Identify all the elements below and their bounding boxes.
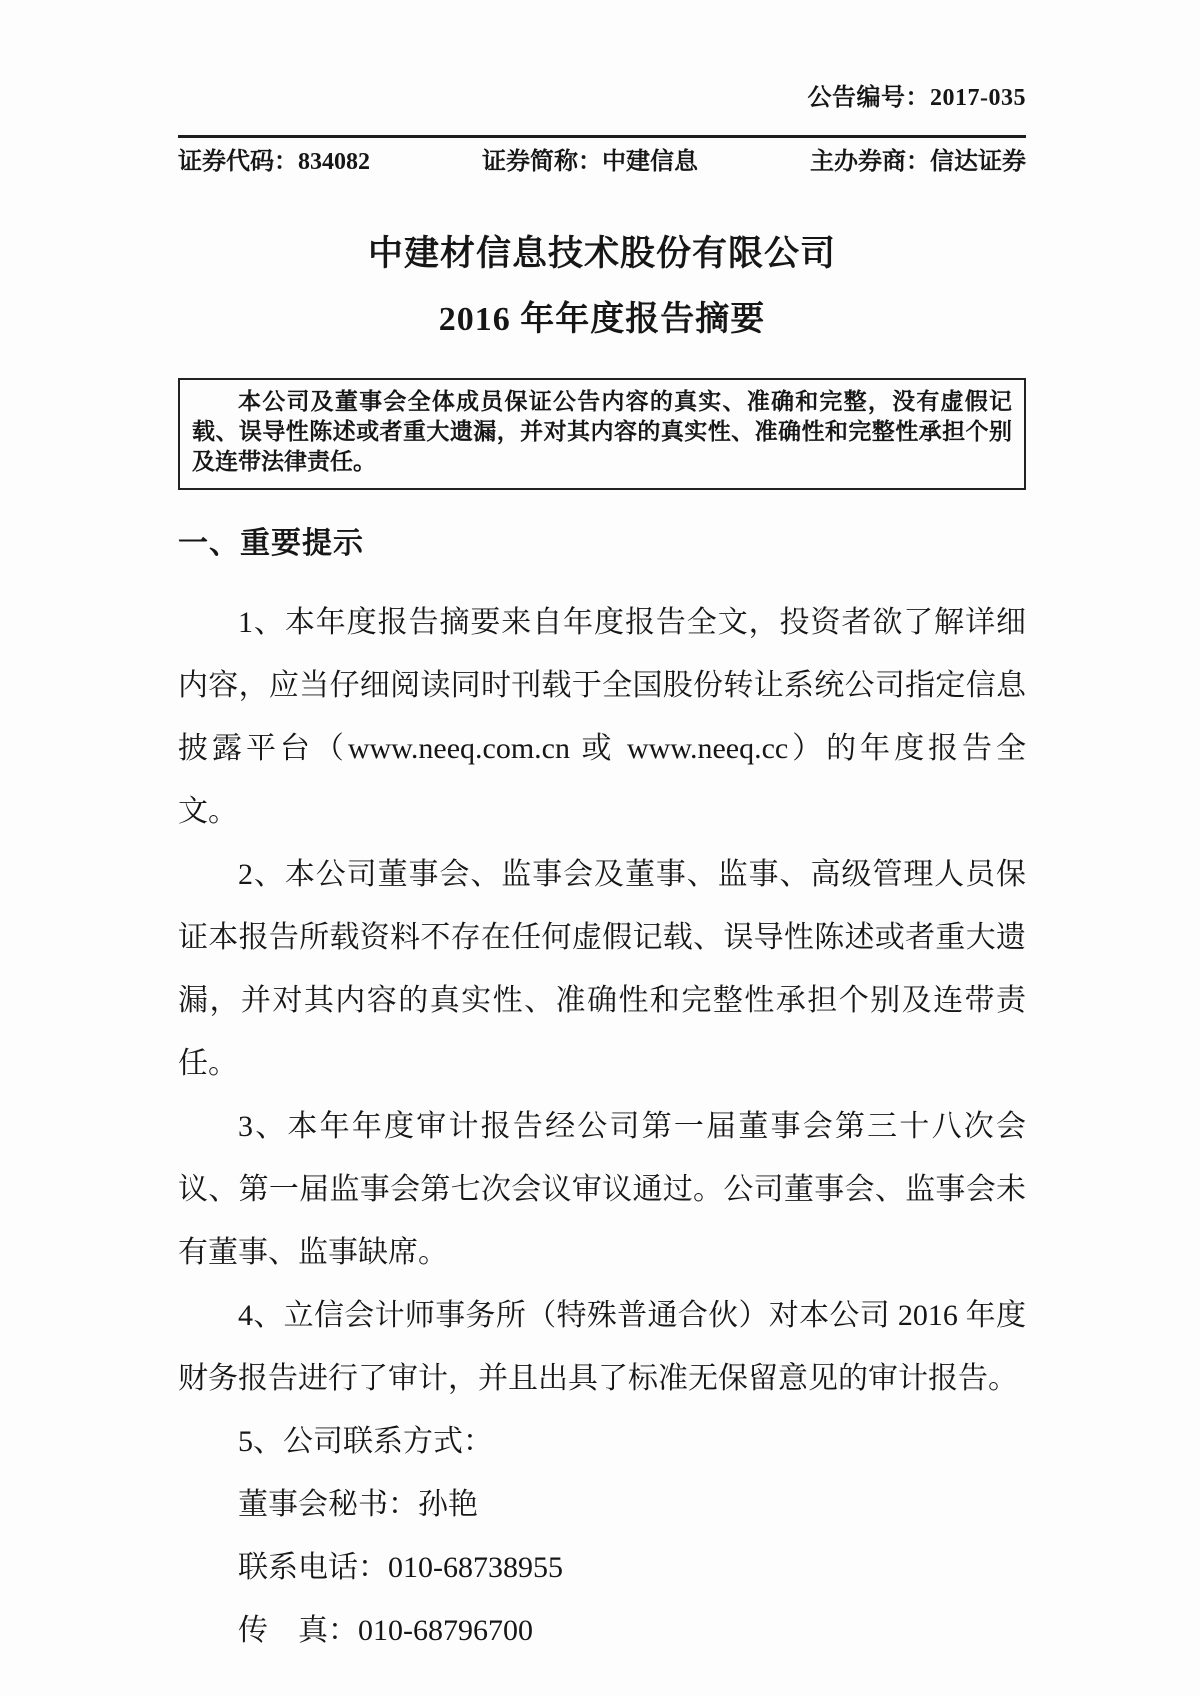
contact-board-secretary: 董事会秘书：孙艳 <box>238 1488 478 1521</box>
announcement-number: 公告编号：2017-035 <box>807 85 1026 111</box>
paragraph-1: 1、本年度报告摘要来自年度报告全文，投资者欲了解详细内容，应当仔细阅读同时刊载于全国股份转让系统公司指定信息披露平台（www.neeq.com.cn 或 www.neeq.cc）的年度报告全文。 <box>178 606 1026 828</box>
sponsor-broker: 主办券商：信达证券 <box>810 149 1026 175</box>
stock-short-name: 证券简称：中建信息 <box>482 149 698 175</box>
header-rule <box>178 135 1026 138</box>
company-title: 中建材信息技术股份有限公司 <box>367 234 836 273</box>
contact-fax: 传 真：010-68796700 <box>238 1614 533 1647</box>
paragraph-2: 2、本公司董事会、监事会及董事、监事、高级管理人员保证本报告所载资料不存在任何虚假记载、误导性陈述或者重大遗漏，并对其内容的真实性、准确性和完整性承担个别及连带责任。 <box>178 858 1026 1080</box>
report-title: 2016 年年度报告摘要 <box>438 301 766 338</box>
paragraph-3: 3、本年年度审计报告经公司第一届董事会第三十八次会议、第一届监事会第七次会议审议通过。公司董事会、监事会未有董事、监事缺席。 <box>178 1110 1026 1269</box>
contact-phone: 联系电话：010-68738955 <box>238 1551 563 1584</box>
disclaimer-box: 本公司及董事会全体成员保证公告内容的真实、准确和完整，没有虚假记载、误导性陈述或者重大遗漏，并对其内容的真实性、准确性和完整性承担个别及连带法律责任。 <box>178 378 1026 490</box>
section-heading-important-notice: 一、重要提示 <box>178 527 364 560</box>
securities-info-row <box>178 148 1026 177</box>
stock-code: 证券代码：834082 <box>178 149 370 175</box>
paragraph-5-contact-intro: 5、公司联系方式： <box>238 1425 493 1458</box>
paragraph-4: 4、立信会计师事务所（特殊普通合伙）对本公司 2016 年度财务报告进行了审计，并且出具了标准无保留意见的审计报告。 <box>178 1299 1026 1395</box>
page-content <box>178 0 1026 1662</box>
